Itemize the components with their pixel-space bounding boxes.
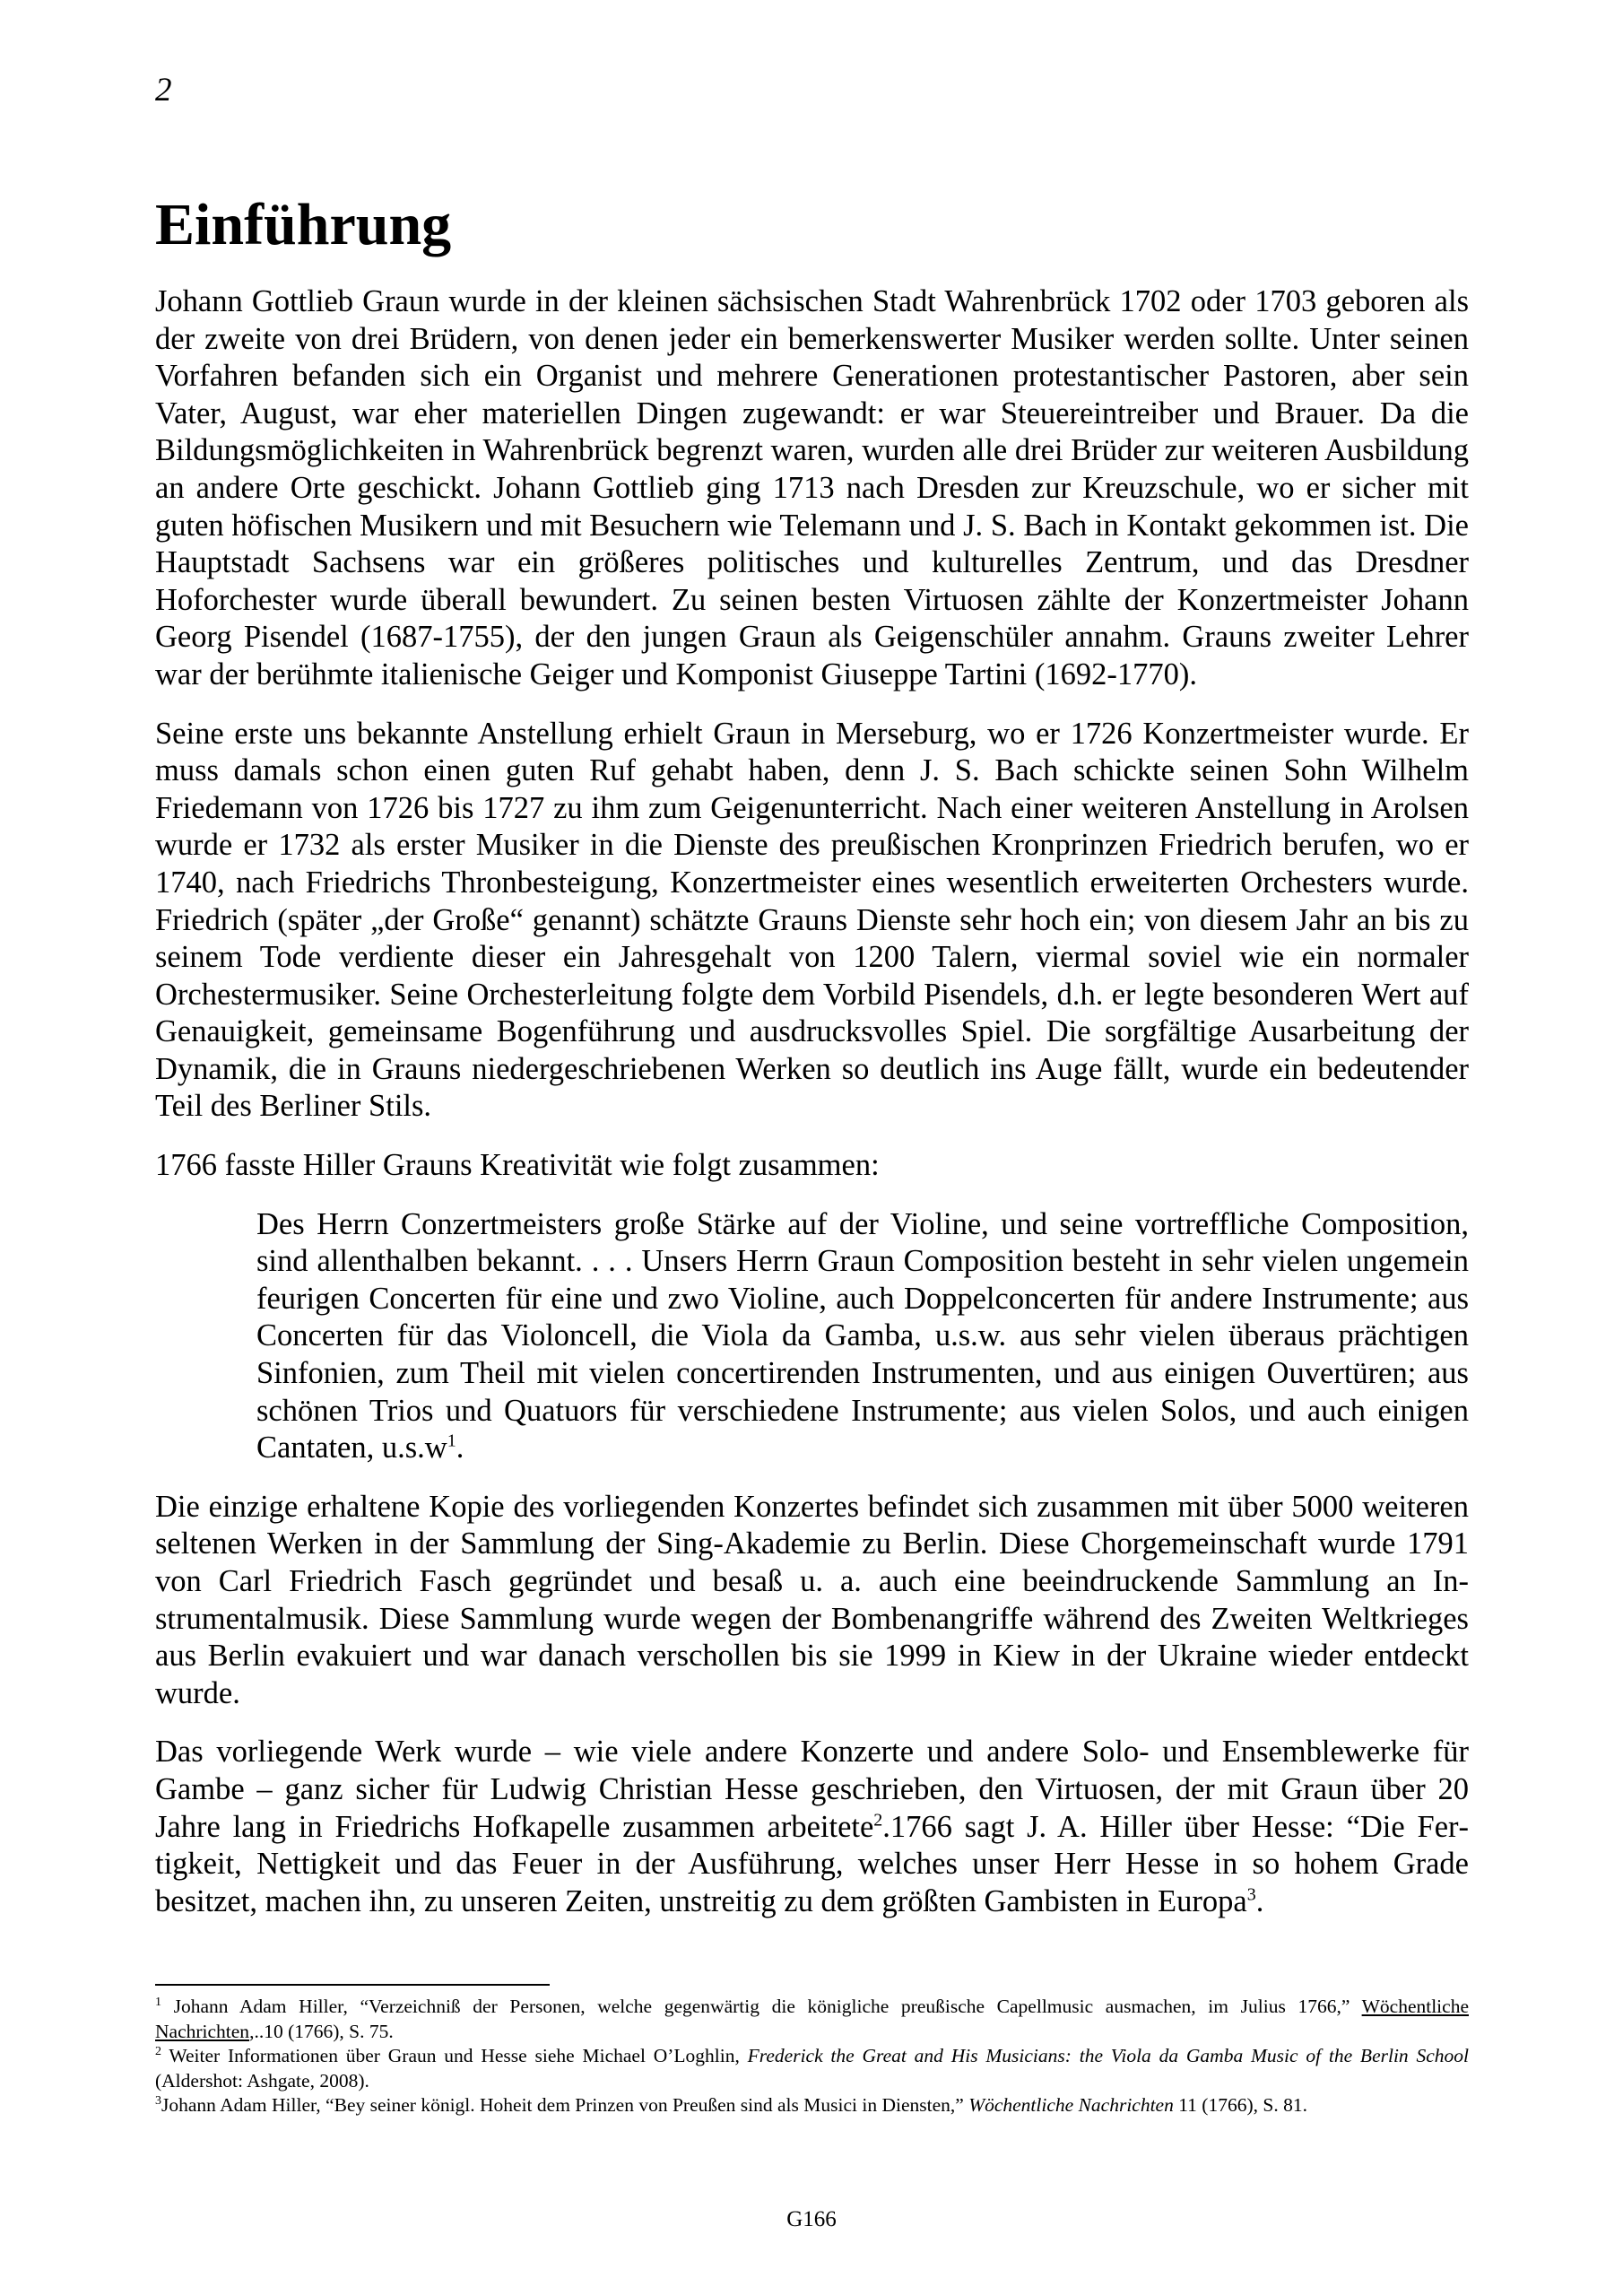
block-quote-end: .: [456, 1431, 464, 1465]
footnote-3-citation: 11 (1766), S. 81.: [1173, 2094, 1307, 2116]
footnote-2: [155, 2044, 1469, 2093]
page-title: Einführung: [155, 192, 452, 257]
block-quote-text: Des Herrn Conzertmeisters große Stärke auf der Violine, und seine vortreffliche Composition, sind allenthalben bekannt. . . . Unsers Herrn Graun Composition besteht in sehr vielen ungemein feurigen Concerten für eine und zwo Violine, auch Doppelconcerten für andere Instrumente; aus Concerten für das Violoncell, die Viola da Gamba, u.s.w. aus sehr vielen überaus prächtigen Sinfonien, zum Theil mit vielen concertirenden Instrumenten, und aus einigen Ouvertüren; aus schönen Trios und Quatuors für verschiedene Instrumente; aus vielen Solos, und auch einigen Cantaten, u.s.w: [256, 1206, 1469, 1465]
page-number: 2: [155, 72, 172, 109]
paragraph-1: Johann Gottlieb Graun wurde in der kleinen sächsischen Stadt Wahrenbrück 1702 oder 1703 geboren als der zweite von drei Brüdern, von denen jeder ein bemerkenswerter Musiker werden sollte. Unter seinen Vorfahren befanden sich ein Organist und mehrere Generationen protestantischer Pastoren, aber sein Vater, August, war eher materiellen Dingen zugewandt: er war Steuereintreiber und Brauer. Da die Bildungsmöglichkeiten in Wahrenbrück begrenzt waren, wurden alle drei Brüder zur weiteren Ausbildung an andere Orte geschickt. Johann Gottlieb ging 1713 nach Dresden zur Kreuzschule, wo er sicher mit guten höfischen Musikern und mit Besuchern wie Telemann und J. S. Bach in Kontakt gekommen ist. Die Hauptstadt Sachsens war ein größeres politisches und kulturelles Zentrum, und das Dresdner Hoforchester wurde überall bewundert. Zu seinen besten Virtuosen zählte der Konzertmeister Johann Georg Pisendel (1687-1755), der den jungen Graun als Geigenschüler annahm. Grauns zweiter Lehrer war der berühmte italienische Geiger und Komponist Giuseppe Tartini (1692-1770).: [155, 284, 1469, 691]
footnote-ref-2: 2: [873, 1810, 883, 1831]
footnote-1-citation: ,..10 (1766), S. 75.: [249, 2020, 394, 2042]
paragraph-5-end: .: [1255, 1883, 1264, 1918]
footnote-1-text: Johann Adam Hiller, “Verzeichniß der Personen, welche gegenwärtig die königliche preußische Capellmusic ausmachen, im Julius 1766,”: [161, 1996, 1362, 2017]
page-footer-code: G166: [786, 2207, 837, 2231]
paragraph-5-part-a: Das vorliegende Werk wurde – wie viele andere Konzerte und andere Solo- und Ensemblewerke für Gambe – ganz sicher für Ludwig Christian Hesse geschrieben, den Virtuosen, der mit Graun über 20 Jahre lang in Friedrichs Hofkapelle zusammen arbeitete: [155, 1735, 1469, 1844]
footnote-ref-3: 3: [1246, 1884, 1256, 1905]
block-quote: [256, 1206, 1469, 1467]
paragraph-2: Seine erste uns bekannte Anstellung erhielt Graun in Merseburg, wo er 1726 Konzertmeister wurde. Er muss damals schon einen guten Ruf gehabt haben, denn J. S. Bach schickte seinen Sohn Wilhelm Friedemann von 1726 bis 1727 zu ihm zum Geigenunterricht. Nach einer weiteren Anstellung in Arolsen wurde er 1732 als erster Musiker in die Dienste des preußischen Kronprinzen Friedrich berufen, wo er 1740, nach Friedrichs Thronbesteigung, Konzertmeister eines wesentlich erweiterten Orchesters wurde. Friedrich (später „der Große“ genannt) schätzte Grauns Dienste sehr hoch ein; von diesem Jahr an bis zu seinem Tode verdiente dieser ein Jahresgehalt von 1200 Talern, viermal soviel wie ein normaler Orchestermusiker. Seine Orchesterleitung folgte dem Vorbild Pisendels, d.h. er legte besonderen Wert auf Genauigkeit, gemeinsame Bogenführung und ausdrucksvolles Spiel. Die sorgfältige Ausarbeitung der Dynamik, die in Grauns niedergeschriebenen Werken so deutlich ins Auge fällt, wurde ein bedeutender Teil des Berliner Stils.: [155, 716, 1469, 1124]
footnote-ref-1: 1: [447, 1431, 456, 1451]
footnote-1-title: Wöchentliche Nachrichten: [155, 1996, 1469, 2042]
footnote-3: [155, 2093, 1469, 2118]
footnote-1-marker: 1: [155, 1995, 161, 2009]
footnotes: [155, 1995, 1469, 2118]
paragraph-3: 1766 fasste Hiller Grauns Kreativität wie folgt zusammen:: [155, 1148, 880, 1183]
footnote-3-marker: 3: [155, 2093, 161, 2108]
footnote-3-title: Wöchentliche Nachrichten: [968, 2094, 1174, 2116]
body-text: [155, 283, 1469, 1942]
paragraph-5: [155, 1734, 1469, 1920]
footnote-3-text: Johann Adam Hiller, “Bey seiner königl. Hoheit dem Prinzen von Preußen sind als Musici in Diensten,”: [161, 2094, 969, 2116]
footnote-2-text: Weiter Informationen über Graun und Hesse siehe Michael O’Loghlin,: [161, 2045, 748, 2066]
paragraph-4: Die einzige erhaltene Kopie des vorliegenden Konzertes befindet sich zusammen mit über 5000 weiteren seltenen Werken in der Sammlung der Sing-Akademie zu Berlin. Diese Chorgemeinschaft wurde 1791 von Carl Friedrich Fasch gegründet und besaß u. a. auch eine beeindruckende Sammlung an Instrumentalmusik. Diese Sammlung wurde wegen der Bombenangriffe während des Zweiten Weltkrieges aus Berlin evakuiert und war danach verschollen bis sie 1999 in Kiew in der Ukraine wieder entdeckt wurde.: [155, 1489, 1469, 1710]
footnote-divider: [155, 1984, 550, 1986]
footnote-2-marker: 2: [155, 2044, 161, 2058]
footnote-2-title: Frederick the Great and His Musicians: the Viola da Gamba Music of the Berlin School: [747, 2045, 1469, 2066]
footnote-1: [155, 1995, 1469, 2044]
footnote-2-citation: (Aldershot: Ashgate, 2008).: [155, 2069, 369, 2092]
paragraph-5-part-b: .1766 sagt J. A. Hiller über Hesse: “Die Fertigkeit, Nettigkeit und das Feuer in der Ausführung, welches unser Herr Hesse in so hohem Grade besitzet, machen ihn, zu unseren Zeiten, unstreitig zu dem größten Gambisten in Europa: [155, 1809, 1469, 1918]
